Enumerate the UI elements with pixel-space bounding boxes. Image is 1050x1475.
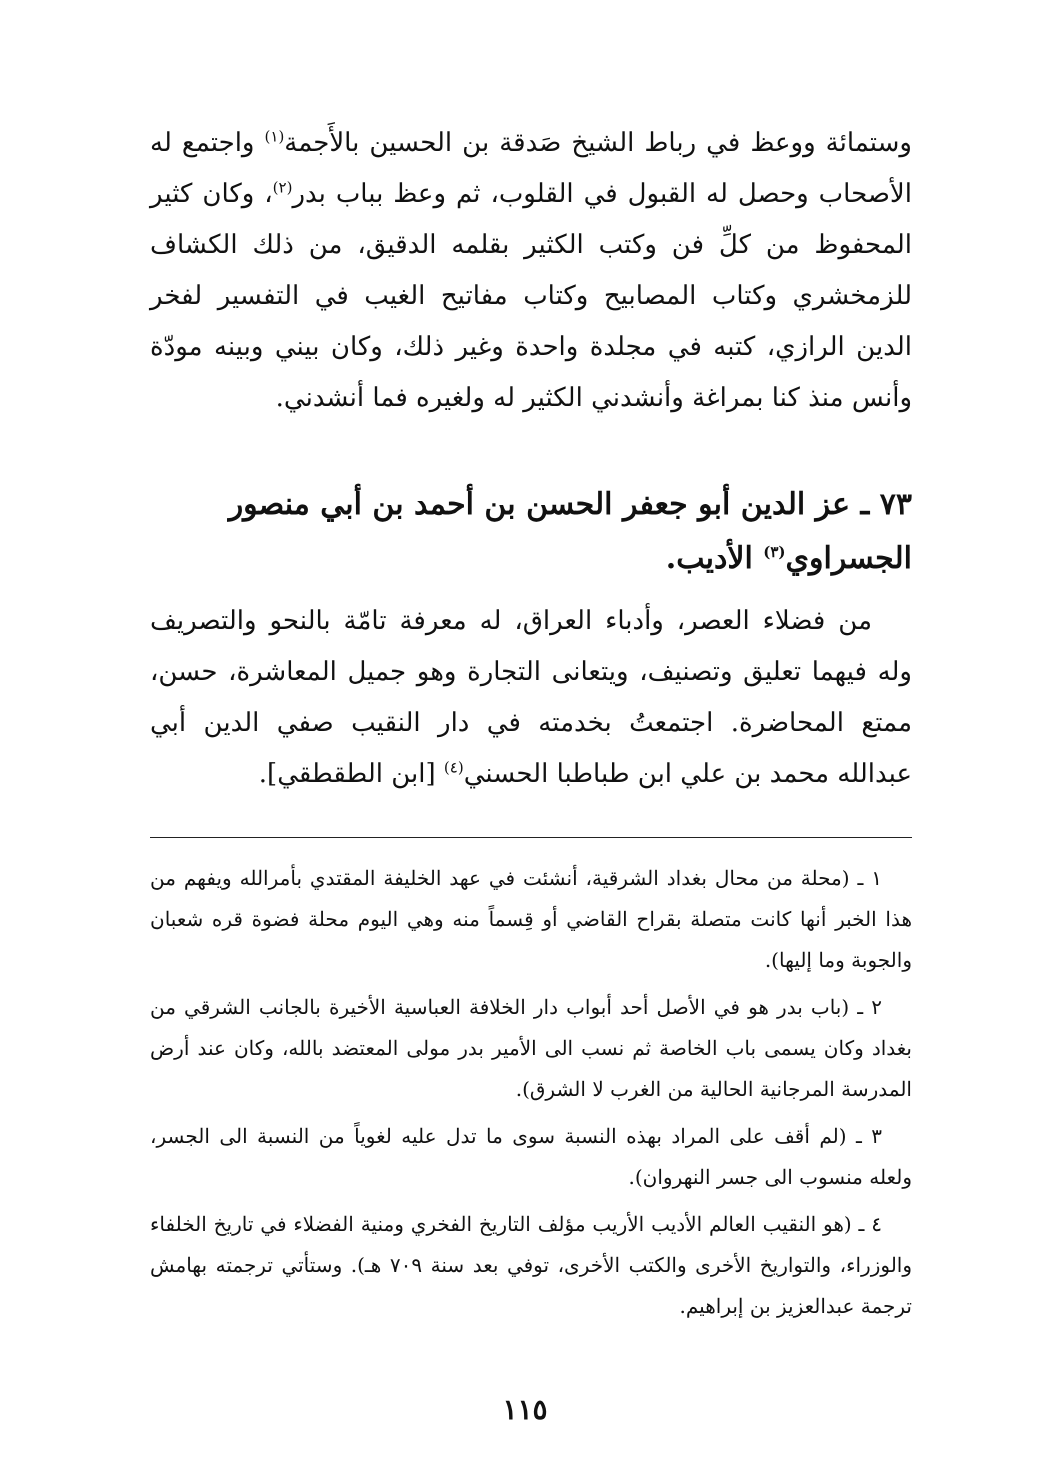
- footnote-divider: [150, 837, 912, 838]
- footnote-ref-4: (٤): [443, 758, 464, 777]
- footnote-3: ٣ ـ (لم أقف على المراد بهذه النسبة سوى ما تدل عليه لغوياً من النسبة الى الجسر، ولعله منسوب الى جسر النهروان).: [150, 1124, 912, 1189]
- footnote-ref-2: (٢): [272, 178, 293, 197]
- main-paragraph-part-1: وستمائة ووعظ في رباط الشيخ صَدقة بن الحسين بالأَجمة: [284, 128, 912, 158]
- footnote-1: ١ ـ (محلة من محال بغداد الشرقية، أنشئت في عهد الخليفة المقتدي بأمرالله ويفهم من هذا الخبر أنها كانت متصلة بقراح القاضي أو قِسماً منه وهي اليوم محلة فضوة قره شعبان والجوبة وما إليها).: [150, 866, 912, 972]
- main-paragraph-part-2: واجتمع له الأصحاب وحصل له القبول في القلوب، ثم وعظ بباب بدر: [150, 128, 912, 209]
- main-paragraph-part-3: ، وكان كثير المحفوظ من كلِّ فن وكتب الكثير بقلمه الدقيق، من ذلك الكشاف للزمخشري وكتاب المصابيح وكتاب مفاتيح الغيب في التفسير لفخر الدين الرازي، كتبه في مجلدة واحدة وغير ذلك، وكان بيني وبينه مودّة وأنس منذ كنا بمراغة وأنشدني الكثير له ولغيره فما أنشدني.: [150, 179, 912, 413]
- entry-heading: [150, 478, 912, 586]
- main-paragraph: [150, 118, 912, 424]
- entry-body-part-1: من فضلاء العصر، وأدباء العراق، له معرفة تامّة بالنحو والتصريف وله فيهما تعليق وتصنيف، ويتعانى التجارة وهو جميل المعاشرة، حسن، ممتع المحاضرة. اجتمعتُ بخدمته في دار النقيب صفي الدين أبي عبدالله محمد بن علي ابن طباطبا الحسني: [150, 606, 912, 789]
- footnote-2: ٢ ـ (باب بدر هو في الأصل أحد أبواب دار الخلافة العباسية الأخيرة بالجانب الشرقي من بغداد وكان يسمى باب الخاصة ثم نسب الى الأمير بدر مولى المعتضد بالله، وكان عند أرض المدرسة المرجانية الحالية من الغرب لا الشرق).: [150, 995, 912, 1101]
- entry-heading-tail: الأديب.: [665, 541, 764, 576]
- footnotes: [150, 858, 912, 1333]
- footnote-4: ٤ ـ (هو النقيب العالم الأديب الأريب مؤلف التاريخ الفخري ومنية الفضلاء في تاريخ الخلفاء والوزراء، والتواريخ الأخرى والكتب الأخرى، توفي بعد سنة ٧٠٩ هـ). وستأتي ترجمته بهامش ترجمة عبدالعزيز بن إبراهيم.: [150, 1212, 912, 1318]
- page-number: ١١٥: [502, 1393, 548, 1426]
- main-text: [150, 118, 912, 424]
- entry-heading-text: ٧٣ ـ عز الدين أبو جعفر الحسن بن أحمد بن أبي منصور الجسراوي: [228, 487, 912, 576]
- footnote-ref-3: (٣): [763, 543, 786, 561]
- entry-body: [150, 596, 912, 800]
- entry-body-part-2: [ابن الطقطقي].: [258, 759, 444, 789]
- footnote-ref-1: (١): [264, 127, 285, 146]
- biography-entry: [150, 478, 912, 800]
